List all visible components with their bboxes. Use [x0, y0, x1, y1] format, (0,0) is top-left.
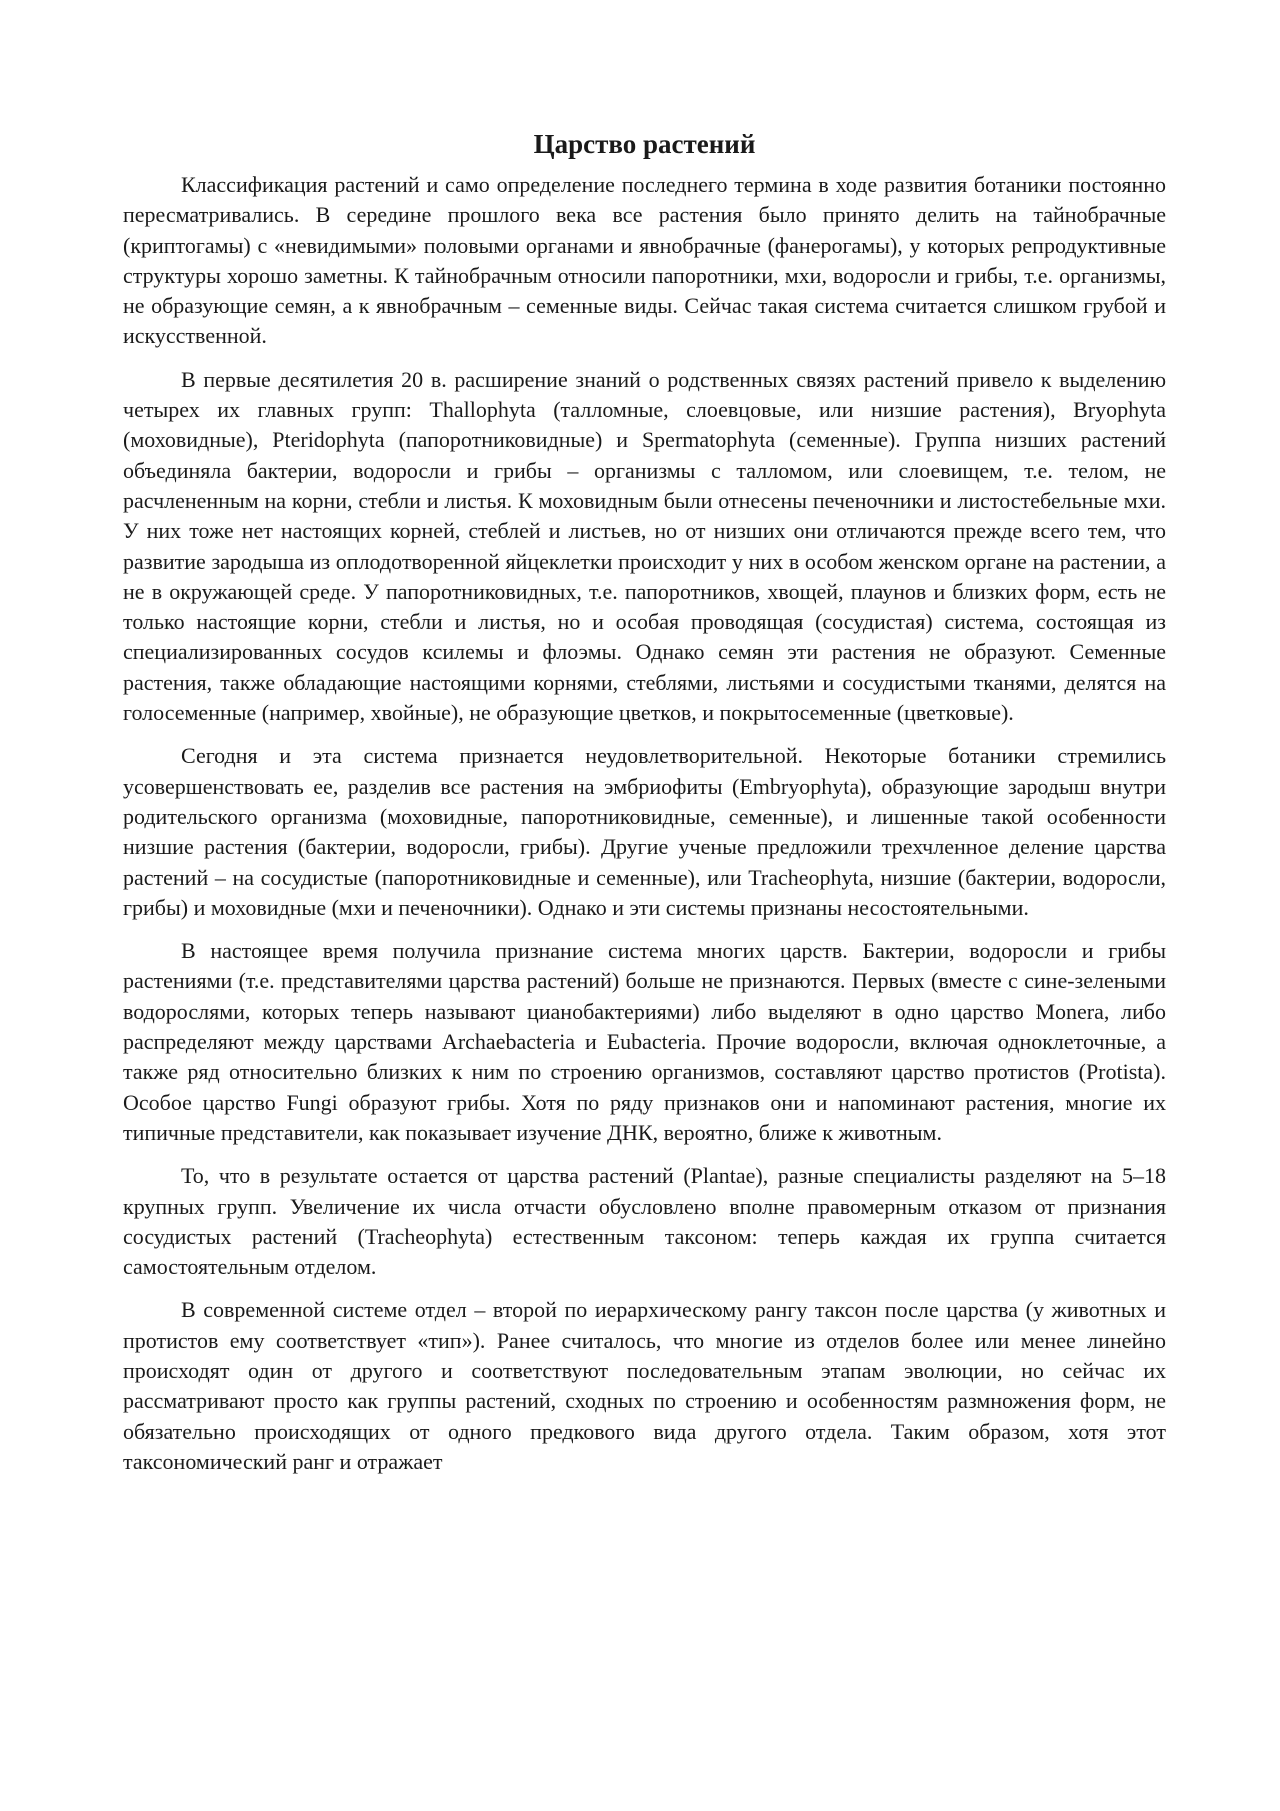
- paragraph-3: Сегодня и эта система признается неудовлетворительной. Некоторые ботаники стремились усовершенствовать ее, разделив все растения на эмбриофиты (Embryophyta), образующие зародыш внутри родительского организма (моховидные, папоротниковидные, семенные), и лишенные такой особенности низшие растения (бактерии, водоросли, грибы). Другие ученые предложили трехчленное деление царства растений – на сосудистые (папоротниковидные и семенные), или Tracheophyta, низшие (бактерии, водоросли, грибы) и моховидные (мхи и печеночники). Однако и эти системы признаны несостоятельными.: [123, 743, 1166, 920]
- paragraph-5: То, что в результате остается от царства растений (Plantae), разные специалисты разделяют на 5–18 крупных групп. Увеличение их числа отчасти обусловлено вполне правомерным отказом от признания сосудистых растений (Tracheophyta) естественным таксоном: теперь каждая их группа считается самостоятельным отделом.: [123, 1163, 1166, 1280]
- page-title: Царство растений: [533, 129, 756, 159]
- paragraph-4: В настоящее время получила признание система многих царств. Бактерии, водоросли и грибы растениями (т.е. представителями царства растений) больше не признаются. Первых (вместе с сине-зелеными водорослями, которых теперь называют цианобактериями) либо выделяют в одно царство Monera, либо распределяют между царствами Archaebacteria и Eubacteria. Прочие водоросли, включая одноклеточные, а также ряд относительно близких к ним по строению организмов, составляют царство протистов (Protista). Особое царство Fungi образуют грибы. Хотя по ряду признаков они и напоминают растения, многие их типичные представители, как показывает изучение ДНК, вероятно, ближе к животным.: [123, 938, 1166, 1145]
- paragraph-6: В современной системе отдел – второй по иерархическому рангу таксон после царства (у животных и протистов ему соответствует «тип»). Ранее считалось, что многие из отделов более или менее линейно происходят один от другого и соответствуют последовательным этапам эволюции, но сейчас их рассматривают просто как группы растений, сходных по строению и особенностям размножения форм, не обязательно происходящих от одного предкового вида другого отдела. Таким образом, хотя этот таксономический ранг и отражает: [123, 1297, 1166, 1474]
- document-page: [123, 127, 1166, 1490]
- paragraph-1: Классификация растений и само определение последнего термина в ходе развития ботаники постоянно пересматривались. В середине прошлого века все растения было принято делить на тайнобрачные (криптогамы) с «невидимыми» половыми органами и явнобрачные (фанерогамы), у которых репродуктивные структуры хорошо заметны. К тайнобрачным относили папоротники, мхи, водоросли и грибы, т.е. организмы, не образующие семян, а к явнобрачным – семенные виды. Сейчас такая система считается слишком грубой и искусственной.: [123, 172, 1166, 349]
- paragraph-2: В первые десятилетия 20 в. расширение знаний о родственных связях растений привело к выделению четырех их главных групп: Thallophyta (талломные, слоевцовые, или низшие растения), Bryophyta (моховидные), Pteridophyta (папоротниковидные) и Spermatophyta (семенные). Группа низших растений объединяла бактерии, водоросли и грибы – организмы с талломом, или слоевищем, т.е. телом, не расчлененным на корни, стебли и листья. К моховидным были отнесены печеночники и листостебельные мхи. У них тоже нет настоящих корней, стеблей и листьев, но от низших они отличаются прежде всего тем, что развитие зародыша из оплодотворенной яйцеклетки происходит у них в особом женском органе на растении, а не в окружающей среде. У папоротниковидных, т.е. папоротников, хвощей, плаунов и близких форм, есть не только настоящие корни, стебли и листья, но и особая проводящая (сосудистая) система, состоящая из специализированных сосудов ксилемы и флоэмы. Однако семян эти растения не образуют. Семенные растения, также обладающие настоящими корнями, стеблями, листьями и сосудистыми тканями, делятся на голосеменные (например, хвойные), не образующие цветков, и покрытосеменные (цветковые).: [123, 366, 1166, 726]
